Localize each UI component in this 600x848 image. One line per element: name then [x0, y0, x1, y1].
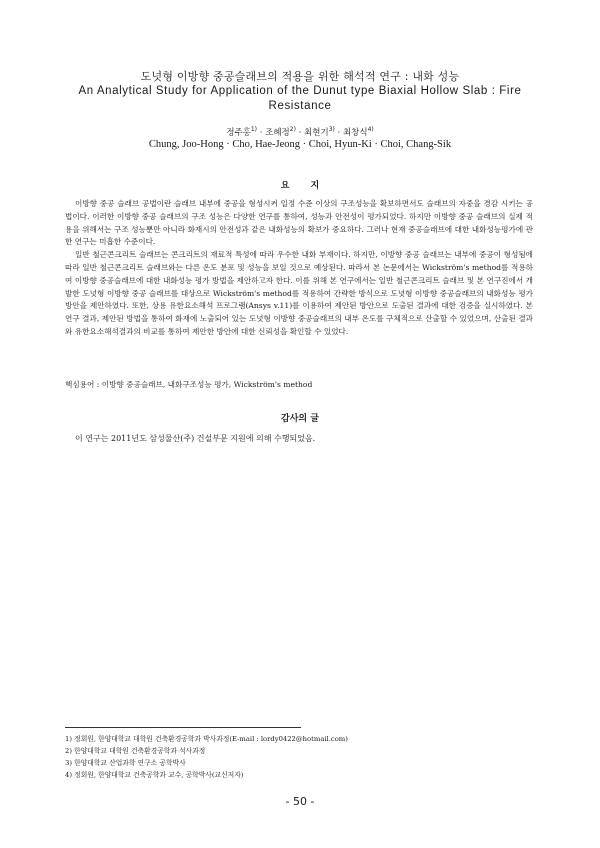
- author-name: 최현기: [304, 128, 329, 138]
- acknowledgment-text: 이 연구는 2011년도 삼성물산(주) 건설부문 지원에 의해 수행되었음.: [75, 434, 316, 443]
- footnotes: [65, 733, 465, 781]
- author-separator: ·: [334, 128, 343, 138]
- author-mark: 2): [289, 126, 296, 134]
- title-english: An Analytical Study for Application of the Dunut type Biaxial Hollow Slab : Fire Resistance: [78, 85, 522, 112]
- footnote-divider: [65, 727, 301, 728]
- page-number: - 50 -: [285, 795, 315, 808]
- author-name: 조혜정: [265, 128, 290, 138]
- author-mark: 3): [328, 126, 335, 134]
- author-separator: ·: [257, 128, 266, 138]
- author-name: 최창식: [342, 128, 368, 138]
- author-mark: 4): [367, 126, 374, 134]
- author-mark: 1): [250, 126, 258, 134]
- footnote: 1) 정회원, 한양대학교 대학원 건축환경공학과 박사과정(E-mail : lordy0422@hotmail.com): [65, 735, 348, 743]
- authors-korean: [0, 126, 600, 138]
- footnote: 2) 한양대학교 대학원 건축환경공학과 석사과정: [65, 747, 206, 755]
- author-separator: ·: [295, 128, 305, 138]
- abstract-paragraph: 이방향 중공 슬래브 공법이란 슬래브 내부에 중공을 형성시켜 일정 수준 이상의 구조성능을 확보하면서도 슬래브의 자중을 경감 시키는 공법이다. 이러한 이방향 중공 슬래브의 구조 성능은 다양한 연구를 통하여, 성능과 안전성이 평가되었다. 하지만 이방향 중공 슬래브의 실제 적용을 위해서는 구조 성능뿐만 아니라 화재시의 안전성과 같은 내화성능의 확보가 중요하다. 그러나 현재 중공슬래브에 대한 내화성능평가에 관한 연구는 미흡한 수준이다.: [65, 199, 533, 247]
- footnote: 3) 한양대학교 산업과학 연구소 공학박사: [65, 759, 186, 767]
- acknowledgment-heading: 감사의 글: [281, 414, 319, 424]
- author-name: 정주홍: [226, 128, 251, 138]
- footnote: 4) 정회원, 한양대학교 건축공학과 교수, 공학박사(교신저자): [65, 771, 244, 779]
- keywords: 핵심용어 : 이방향 중공슬래브, 내화구조성능 평가, Wickström's method: [65, 380, 313, 389]
- abstract-paragraph: 일반 철근콘크리트 슬래브는 콘크리트의 재료적 특성에 따라 우수한 내화 부재이다. 하지만, 이방향 중공 슬래브는 내부에 중공이 형성됨에 따라 일반 철근콘크리트 슬래브와는 다른 온도 분포 및 성능을 보일 것으로 예상된다. 따라서 본 논문에서는 Wickström's method를 적용하여 이방향 중공슬래브에 대한 내화성능 평가 방법을 제안하고자 한다. 이를 위해 본 연구에서는 일반 철근콘크리트 슬래브 및 본 연구진에서 개발한 도넛형 이방향 중공 슬래브를 대상으로 Wickström's method를 적용하여 간략한 방식으로 도넛형 이방향 중공슬래브의 내화성능 평가 방안을 제안하였다. 또한, 상용 유한요소해석 프로그램(Ansys v.11)를 이용하여 제안된 방안으로 도출된 결과에 대한 검증을 실시하였다. 본 연구 결과, 제안된 방법을 통하여 화재에 노출되어 있는 도넛형 이방향 중공슬래브의 내부 온도를 구체적으로 산출할 수 있었으며, 산출된 결과와 유한요소해석결과의 비교를 통하여 제안한 방안에 대한 신뢰성을 확인할 수 있었다.: [65, 250, 533, 336]
- title-korean: 도넛형 이방향 중공슬래브의 적용을 위한 해석적 연구 : 내화 성능: [140, 70, 460, 83]
- authors-english: Chung, Joo-Hong · Cho, Hae-Jeong · Choi, Hyun-Ki · Choi, Chang-Sik: [148, 139, 452, 150]
- abstract-heading: 요 지: [280, 181, 320, 191]
- abstract-body: [65, 198, 533, 339]
